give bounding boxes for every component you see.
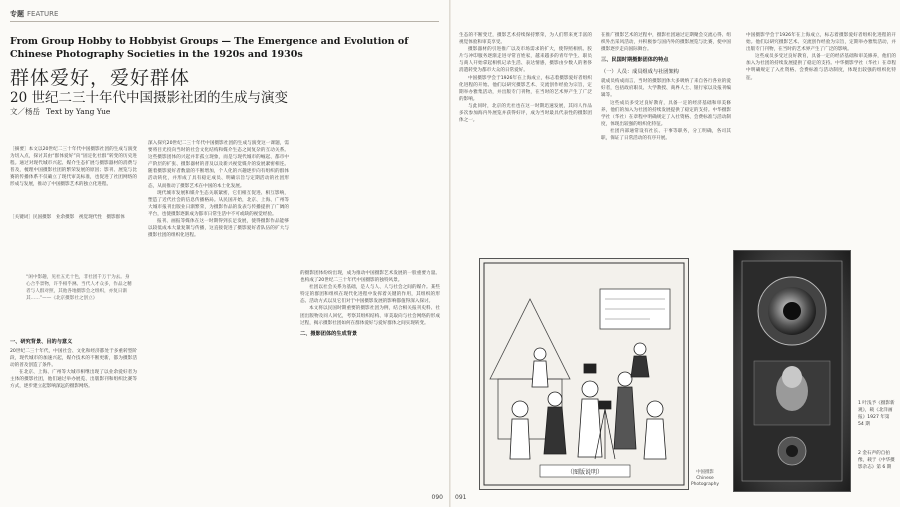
paragraph: 深入探究20世纪二三十年代中国摄影社团的生成与演变这一课题，需要将目光投向当时的社会文化结构和媒介生态之间复杂的互动关系。这些摄影团体的兴起并非孤立现象，而是与现代城市的崛起、都市中产阶层的扩张、摄影器材的普及以及新兴视觉媒介的发展紧密相连。随着摄影爱好者数量的不断增加，个人化的兴趣逐步向有组织的群体活动转化，并形成了具有稳定成员、明确宗旨与定期活动的社团形态，从而推动了摄影艺术在中国的本土化发展。	[148, 141, 289, 189]
epigraph-quote: “闲中影趣，见社五光十色，非社团千万于为去。身心合乎景物，许乎相乎淋。当代人才众多，作品之精者与人群对照，其他各地摄影会之组织，亦复日渐其……”——《北京摄影社之创立》	[26, 275, 132, 302]
author-chinese: 文／杨岳	[10, 107, 40, 116]
paragraph: 摄影器材的引进推广以及市场需求的扩大，使得照相机、胶片与冲印服务逐渐走进寻常百姓家，越来越多的青年学生、职员与商人开始拿起相机记录生活、表达情感，摄影由少数人的奢侈消遣转变为都市大众的日常爱好。	[459, 47, 592, 74]
right-column-2	[601, 32, 731, 142]
self-portrait-camera-photo	[733, 250, 851, 492]
paragraph: 的摄影团体纷纷出现，成为推动中国摄影艺术发展的一股重要力量。也构成了20世纪二三十年代中国摄影的独特风景。	[300, 271, 440, 284]
cartoon-caption: 中国摄影 Chinese Photography	[691, 470, 719, 487]
page-number-right: 091	[455, 494, 467, 501]
paragraph: 与此同时，北京的光社也在这一时期迅速发展，其同人作品多次参加海内外展览并获得好评，成为当时最具代表性的摄影团体之一。	[459, 103, 592, 124]
article-subtitle-chinese: 20 世纪二三十年代中国摄影社团的生成与演变	[10, 90, 288, 106]
left-column-1	[10, 335, 137, 391]
byline	[10, 106, 116, 117]
paragraph: 这些成员多受过良好教育，具备一定的经济基础和审美修养，他们的加入为社团的持续发展提供了稳定的支持。中华摄影学社（华社）在章程中明确规定了入社资格、会费标准与活动制度，体现出较强的组织化特征。	[746, 54, 896, 81]
cartoon-banner-text: （图版说明）	[566, 469, 604, 476]
running-head-section: 专题	[10, 10, 24, 18]
left-column-2	[148, 140, 289, 239]
paragraph: 这些成员多受过良好教育，具备一定的经济基础和审美修养，他们的加入为社团的持续发展提供了稳定的支持。中华摄影学社（华社）在章程中明确规定了入社资格、会费标准与活动制度，体现出较强的组织化特征。	[601, 100, 731, 127]
paragraph: 报刊、画报等媒体在这一时期得到长足发展，使得摄影作品能够以较低成本大量复制与传播，这直接促进了摄影爱好者队伍的扩大与摄影社团的组织化进程。	[148, 219, 289, 239]
paragraph: 20世纪二三十年代，中国社会、文化和经济都处于多重转型阶段，现代城市的加速兴起，媒介技术的不断更新，都为摄影活动的普及创造了条件。	[10, 349, 137, 369]
paragraph: 本文将以民国时期重要的摄影社团为例，结合相关报刊史料、社团出版物及同人回忆，考察其组织结构、审美取向与社会网络的形成过程，揭示摄影社团如何在群体爱好与爱好群体之间实现转变。	[300, 306, 440, 326]
abstract: ［摘要］本文以20世纪二三十年代中国摄影社团的生成与演变为切入点，探讨其由“群体爱好”向“固定化社群”转变的历史进程。通过对现代城市兴起、媒介生态扩展与摄影器材的消费与普及，梳理中国摄影社团的繁荣发展的原因；影刊、展览与比赛的传播体系不仅确立了现代审美标准，也促进了社团网络的形成与发展，推动了中国摄影艺术的独立化进程。	[10, 147, 137, 188]
keywords: ［关键词］民国摄影 业余摄影 视觉现代性 摄影群体	[10, 215, 125, 220]
paragraph: 社团以社会关系为基础，是人与人、人与社会之间的媒介。某些特定的群团和组织在现代化进程中发挥着关键的作用，其组织的形态、活动方式以及它们对于中国摄影发展的影响都值得深入探讨。	[300, 285, 440, 305]
right-column-1	[459, 32, 592, 124]
sub-heading: （一）人员：成员组成与社团架构	[601, 69, 679, 76]
section-heading: 一、研究背景、目的与意义	[10, 339, 73, 345]
paragraph: 中国摄影学会于1926年在上海成立，标志着摄影爱好者组织化进程的开始。他们以研究摄影艺术、交流创作经验为宗旨，定期举办雅集活动，并出版专门刊物，在当时的艺术界产生了广泛的影响。	[746, 33, 896, 53]
figure-caption-2: 2 金石声的自拍像，载于《中华摄影杂志》第 6 期	[858, 451, 895, 470]
paragraph: 在北京、上海、广州等大城市相继出现了以业余爱好者为主体的摄影社团，他们通过举办展览、出版影刊和组织比赛等方式，逐步建立起影响深远的摄影网络。	[10, 370, 137, 390]
right-column-3	[746, 32, 896, 82]
section-heading: 二、摄影团体的生成背景	[300, 330, 358, 337]
cartoon-drawing	[480, 259, 688, 489]
paragraph: 就成员构成而言，当时的摄影团体大多吸纳了来自各行各业的爱好者，包括政府职员、大学教授、商界人士、银行家以及报刊编辑等。	[601, 79, 731, 99]
section-heading: 三、民国时期摄影团体的特点	[601, 57, 669, 64]
paragraph: 社团内部通常设有社长、干事等职务，分工明确，各司其职，保证了日常活动的有序开展。	[601, 128, 731, 142]
paragraph: 现代城市发展和媒介生态关联紧密，它们相互促进、相互影响，塑造了近代社会的信息传播格局。从民国开始，北京、上海、广州等大城市报刊出版业日渐繁荣，为摄影作品的发表与传播提供了广阔的平台，也使摄影逐渐成为都市日常生活中不可或缺的视觉经验。	[148, 190, 289, 217]
figure-caption-1: 1 叶浅予《摄影新观》，载《北洋画报》1927 年第 54 期	[858, 401, 895, 427]
header-rule	[10, 21, 439, 22]
running-head	[10, 9, 58, 19]
left-column-3	[300, 270, 440, 340]
article-title-chinese: 群体爱好，爱好群体	[10, 67, 191, 89]
author-english: Text by Yang Yue	[46, 107, 111, 116]
article-title-english: From Group Hobby to Hobbyist Groups — The Emergence and Evolution of Chinese Photography Societies in the 1920s and 1930s	[10, 36, 409, 60]
paragraph: 中国摄影学会于1926年在上海成立，标志着摄影爱好者组织化进程的开始。他们以研究摄影艺术、交流创作经验为宗旨，定期举办雅集活动，并出版专门刊物，在当时的艺术界产生了广泛的影响。	[459, 75, 592, 102]
running-head-tag: FEATURE	[27, 10, 59, 18]
cartoon-illustration	[479, 258, 689, 490]
page-number-left: 090	[431, 494, 443, 501]
paragraph: 在推广摄影艺术的过程中，摄影社团通过定期聚会交流心得、组织外出采风活动，并积极参与国内外的摄影展览与比赛，使中国摄影逐步走向国际舞台。	[601, 33, 731, 53]
paragraph: 生态的不断变迁，摄影艺术持续保持繁荣，为人们带来更丰富的视觉体验和审美享受。	[459, 33, 592, 46]
camera-photo-drawing	[734, 251, 850, 491]
left-page	[0, 0, 449, 507]
right-page	[451, 0, 900, 507]
